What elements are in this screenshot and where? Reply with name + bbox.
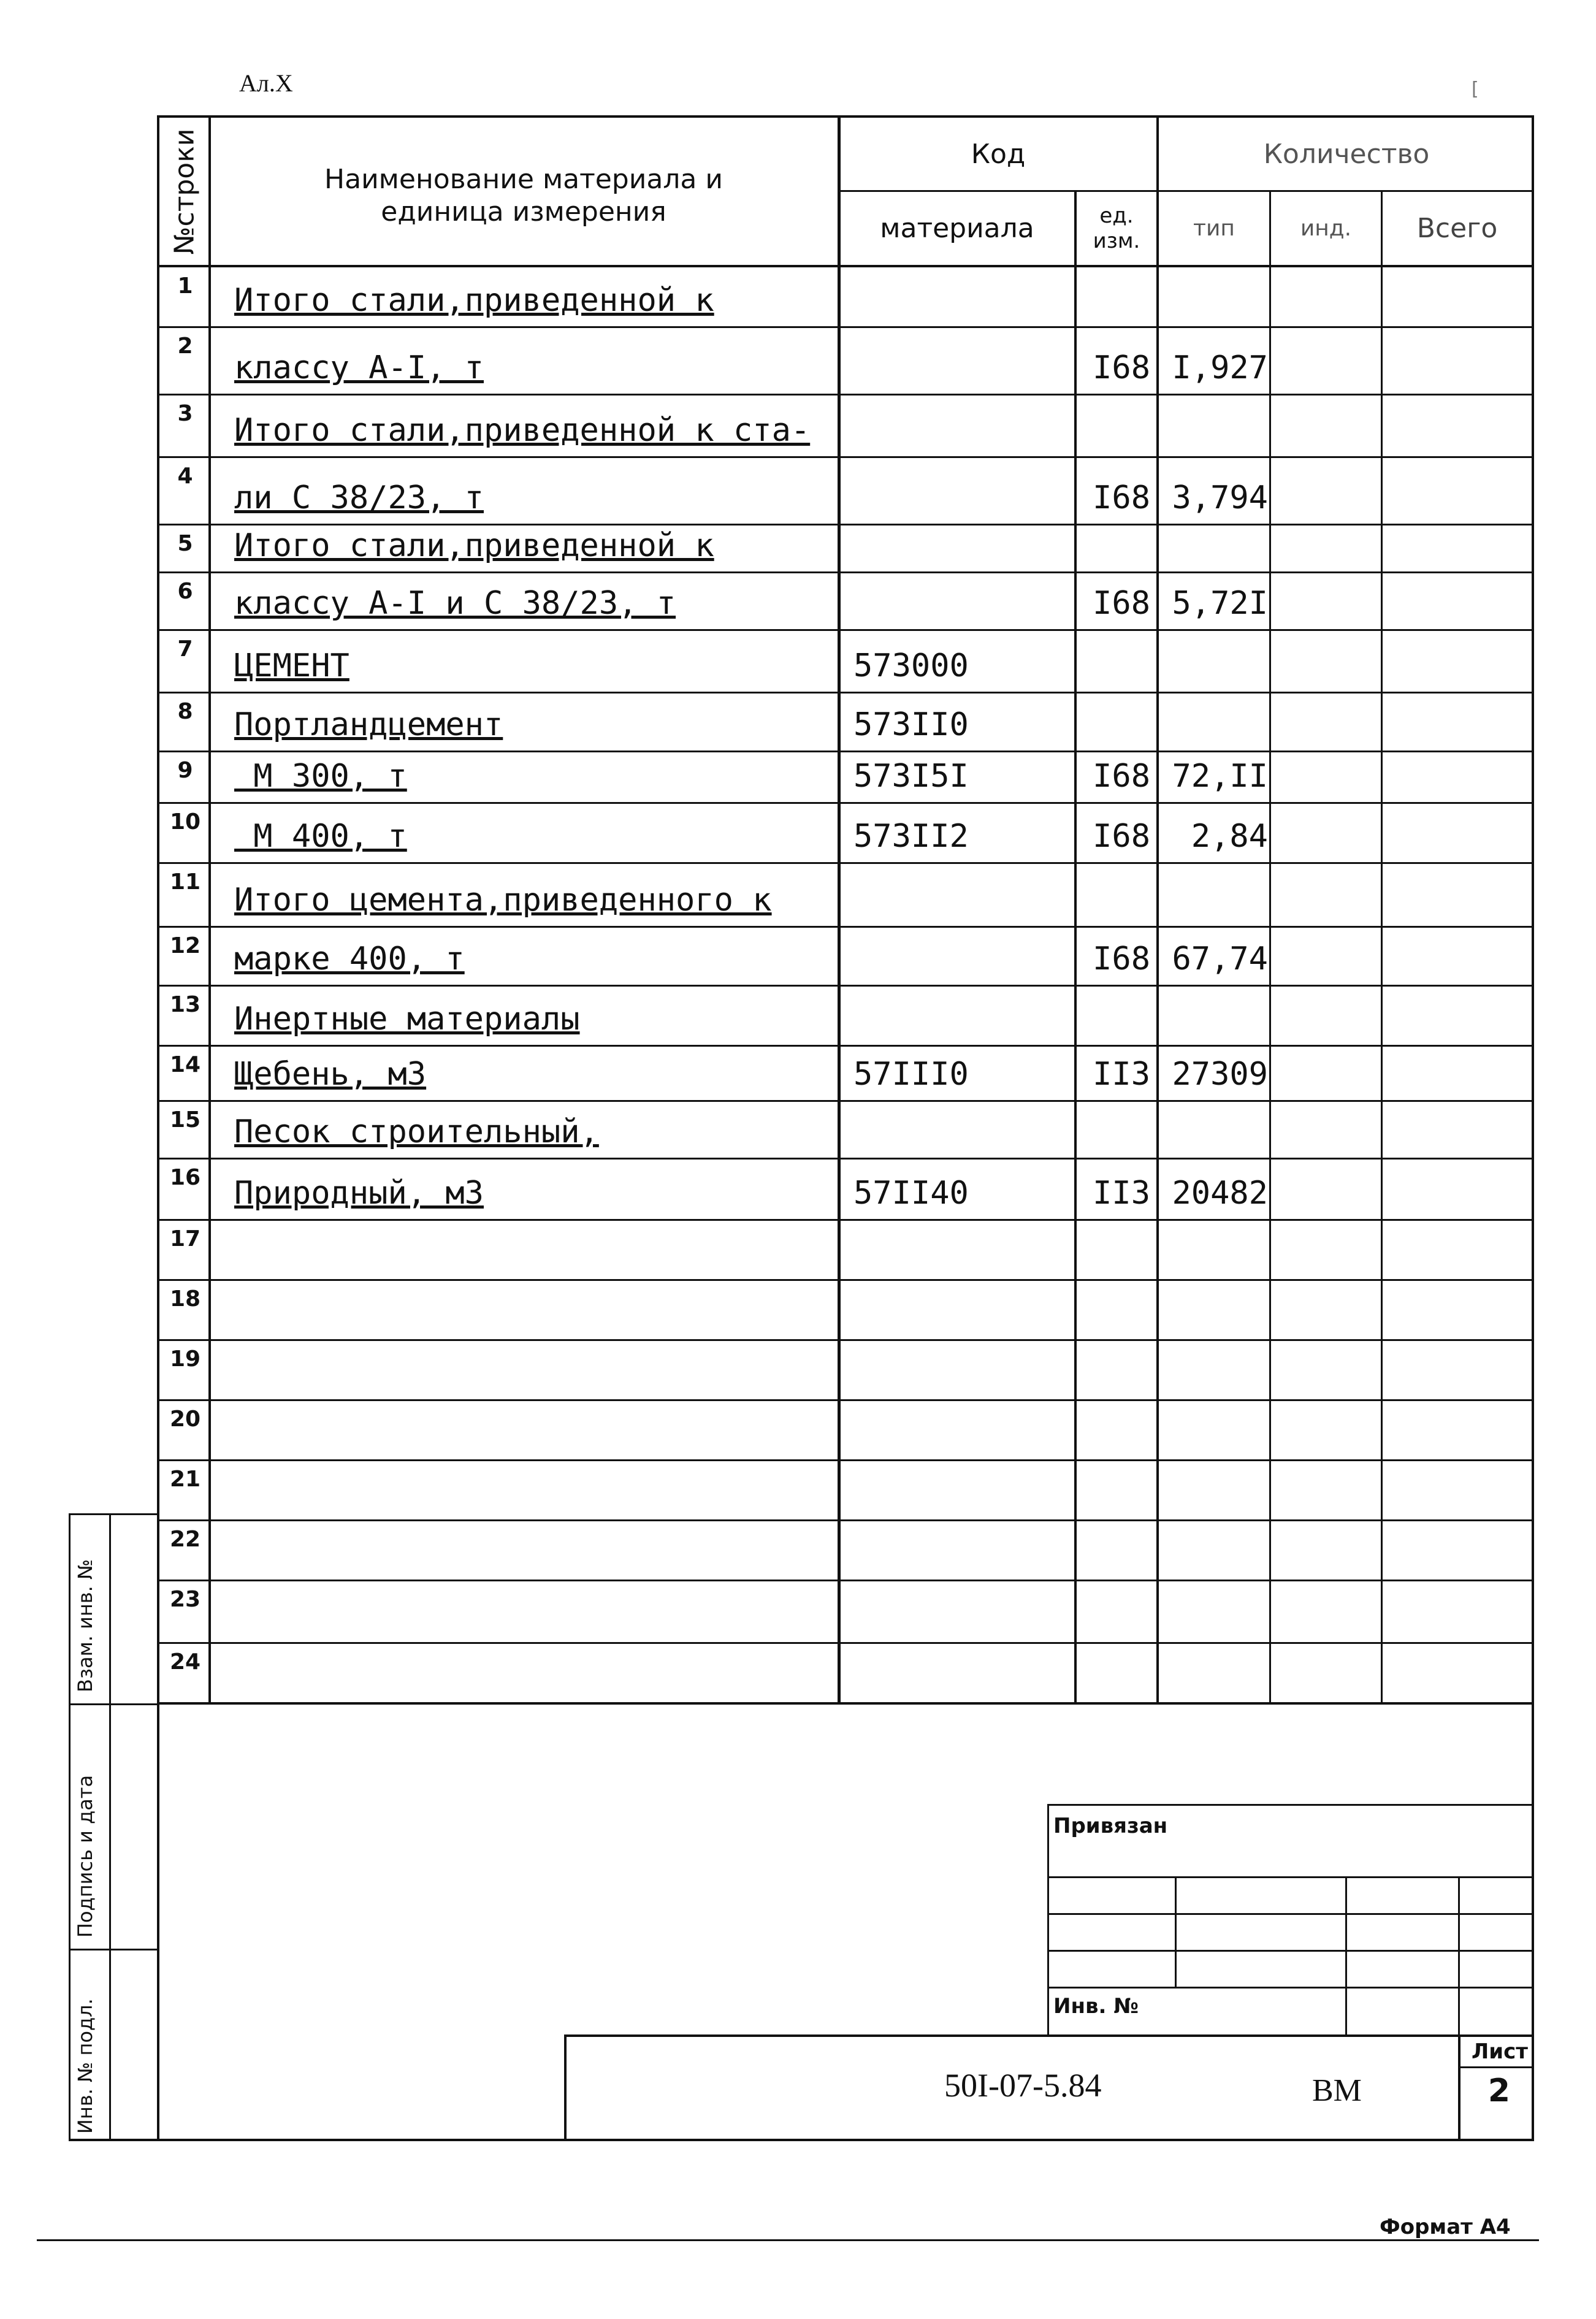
row-separator-line <box>157 1279 1534 1281</box>
row-9-material-code: 573I5I <box>853 758 969 795</box>
row-14-material-code: 57III0 <box>853 1056 969 1093</box>
privyazan-col-3 <box>1458 1876 1460 2036</box>
document-code: 50I-07-5.84 <box>944 2067 1102 2104</box>
row-14-unit-code: II3 <box>1093 1056 1150 1093</box>
inventory-number-label: Инв. № <box>1053 1994 1139 2019</box>
column-header-code-unit: ед. изм. <box>1093 204 1140 253</box>
row-separator-line <box>157 629 1534 631</box>
table-bottom-line <box>157 1702 1534 1705</box>
privyazan-row-1 <box>1047 1876 1534 1878</box>
row-10-number: 10 <box>169 809 201 835</box>
row-10-unit-code: I68 <box>1093 818 1150 855</box>
row-15-number: 15 <box>169 1107 201 1133</box>
row-2-number: 2 <box>177 334 193 359</box>
row-8-number: 8 <box>177 699 193 724</box>
row-12-number: 12 <box>169 933 201 958</box>
privyazan-top <box>1047 1804 1534 1806</box>
row-11-material-name: Итого цемента,приведенного к <box>234 882 772 919</box>
column-header-quantity-group: Количество <box>1263 138 1430 170</box>
column-header-name: Наименование материала и единица измерения <box>324 164 723 227</box>
row-21-number: 21 <box>169 1467 201 1492</box>
row-separator-line <box>157 1219 1534 1221</box>
row-2-quantity-tip: I,927 <box>1172 350 1268 386</box>
row-separator-line <box>157 524 1534 525</box>
row-12-quantity-tip: 67,74 <box>1172 941 1268 977</box>
row-13-number: 13 <box>169 992 201 1017</box>
row-12-material-name: марке 400, т <box>234 941 465 977</box>
row-14-quantity-tip: 27309 <box>1172 1056 1268 1093</box>
column-header-qty-ind: инд. <box>1300 216 1352 242</box>
row-6-material-name: классу А-I и С 38/23, т <box>234 585 676 622</box>
row-4-unit-code: I68 <box>1093 479 1150 516</box>
col-divider-ind <box>1381 191 1383 1703</box>
row-separator-line <box>157 1580 1534 1581</box>
header-sub-line <box>839 190 1534 192</box>
privyazan-row-2 <box>1047 1913 1534 1915</box>
row-6-unit-code: I68 <box>1093 585 1150 622</box>
format-label: Формат А4 <box>1380 2215 1511 2239</box>
row-separator-line <box>157 802 1534 804</box>
row-9-material-name: М 300, т <box>234 758 407 795</box>
privyazan-row-4 <box>1047 1987 1534 1989</box>
row-5-number: 5 <box>177 531 193 556</box>
row-separator-line <box>157 985 1534 987</box>
col-divider-tip <box>1269 191 1271 1703</box>
table-left-border <box>157 115 159 1703</box>
row-separator-line <box>157 926 1534 928</box>
row-10-material-code: 573II2 <box>853 818 969 855</box>
row-separator-line <box>157 326 1534 328</box>
corner-note: [ <box>1472 78 1479 100</box>
side-stamp-left-line <box>69 1513 71 2140</box>
row-separator-line <box>157 1339 1534 1341</box>
row-9-quantity-tip: 72,II <box>1172 758 1268 795</box>
row-22-number: 22 <box>169 1527 201 1552</box>
privyazan-col-1 <box>1175 1876 1177 1987</box>
side-stamp-signature-date: Подпись и дата <box>74 1775 97 1938</box>
doc-box-left <box>564 2034 567 2140</box>
row-11-number: 11 <box>169 869 201 895</box>
row-24-number: 24 <box>169 1649 201 1675</box>
sheet-label: Лист <box>1472 2039 1528 2064</box>
sheet-box-divider <box>1458 2066 1534 2068</box>
row-12-unit-code: I68 <box>1093 941 1150 977</box>
column-header-qty-tip: тип <box>1193 216 1235 242</box>
row-18-number: 18 <box>169 1286 201 1312</box>
row-10-material-name: М 400, т <box>234 818 407 855</box>
row-separator-line <box>157 1100 1534 1102</box>
row-4-number: 4 <box>177 464 193 489</box>
row-separator-line <box>157 571 1534 573</box>
row-8-material-code: 573II0 <box>853 706 969 743</box>
side-stamp-vzam-inv: Взам. инв. № <box>74 1559 97 1692</box>
side-stamp-inv-podl: Инв. № подл. <box>74 1998 97 2134</box>
row-3-material-name: Итого стали,приведенной к ста- <box>234 412 811 449</box>
side-stamp-divider-1 <box>69 1703 159 1705</box>
row-separator-line <box>157 862 1534 864</box>
row-16-unit-code: II3 <box>1093 1175 1150 1212</box>
row-16-material-code: 57II40 <box>853 1175 969 1212</box>
sheet-number: 2 <box>1487 2073 1511 2109</box>
row-15-material-name: Песок строительный, <box>234 1114 599 1150</box>
row-6-quantity-tip: 5,72I <box>1172 585 1268 622</box>
row-4-material-name: ли С 38/23, т <box>234 479 484 516</box>
row-separator-line <box>157 1519 1534 1521</box>
sheet-reference: Ал.Х <box>239 69 293 97</box>
col-divider-code <box>1074 191 1077 1703</box>
privyazan-label: Привязан <box>1053 1814 1168 1838</box>
row-1-material-name: Итого стали,приведенной к <box>234 282 714 319</box>
frame-bottom <box>69 2139 1534 2141</box>
row-separator-line <box>157 1158 1534 1160</box>
row-16-material-name: Природный, м3 <box>234 1175 484 1212</box>
row-10-quantity-tip: 2,84 <box>1191 818 1268 855</box>
column-header-qty-total: Всего <box>1416 212 1498 244</box>
row-7-material-name: ЦЕМЕНТ <box>234 648 349 684</box>
row-19-number: 19 <box>169 1347 201 1372</box>
side-stamp-inner-line <box>109 1513 111 2140</box>
col-divider-name <box>838 115 841 1703</box>
column-header-row-number <box>161 117 210 266</box>
row-7-number: 7 <box>177 636 193 662</box>
row-3-number: 3 <box>177 401 193 426</box>
table-right-border <box>1532 115 1534 1703</box>
row-13-material-name: Инертные материалы <box>234 1001 580 1037</box>
row-4-quantity-tip: 3,794 <box>1172 479 1268 516</box>
row-2-unit-code: I68 <box>1093 350 1150 386</box>
row-16-quantity-tip: 20482 <box>1172 1175 1268 1212</box>
row-separator-line <box>157 1642 1534 1644</box>
row-14-material-name: Щебень, м3 <box>234 1056 427 1093</box>
row-17-number: 17 <box>169 1226 201 1251</box>
row-5-material-name: Итого стали,приведенной к <box>234 527 714 564</box>
row-9-number: 9 <box>177 758 193 783</box>
row-2-material-name: классу А-I, т <box>234 350 484 386</box>
sheet-box-left <box>1458 2034 1460 2140</box>
row-separator-line <box>157 1045 1534 1047</box>
row-23-number: 23 <box>169 1587 201 1612</box>
row-6-number: 6 <box>177 579 193 604</box>
table-top-border <box>157 115 1534 118</box>
row-separator-line <box>157 1399 1534 1401</box>
column-header-row-number-text: №строки <box>169 128 200 254</box>
row-16-number: 16 <box>169 1165 201 1190</box>
privyazan-col-2 <box>1345 1876 1347 2036</box>
column-header-code-group: Код <box>971 138 1026 170</box>
column-header-code-material: материала <box>880 212 1034 244</box>
row-7-material-code: 573000 <box>853 648 969 684</box>
frame-left-lower <box>157 1702 159 2140</box>
privyazan-left <box>1047 1804 1049 2036</box>
row-14-number: 14 <box>169 1052 201 1077</box>
row-20-number: 20 <box>169 1407 201 1432</box>
row-separator-line <box>157 456 1534 458</box>
privyazan-row-3 <box>1047 1950 1534 1952</box>
format-line <box>37 2239 1539 2241</box>
row-separator-line <box>157 751 1534 752</box>
row-separator-line <box>157 692 1534 693</box>
row-1-number: 1 <box>177 273 193 299</box>
row-separator-line <box>157 1459 1534 1461</box>
header-bottom-line <box>157 265 1534 267</box>
side-stamp-top-line <box>69 1513 159 1515</box>
row-8-material-name: Портландцемент <box>234 706 503 743</box>
row-separator-line <box>157 394 1534 395</box>
document-type: ВМ <box>1312 2073 1362 2108</box>
side-stamp-divider-2 <box>69 1949 159 1950</box>
doc-box-top <box>564 2034 1534 2037</box>
row-9-unit-code: I68 <box>1093 758 1150 795</box>
